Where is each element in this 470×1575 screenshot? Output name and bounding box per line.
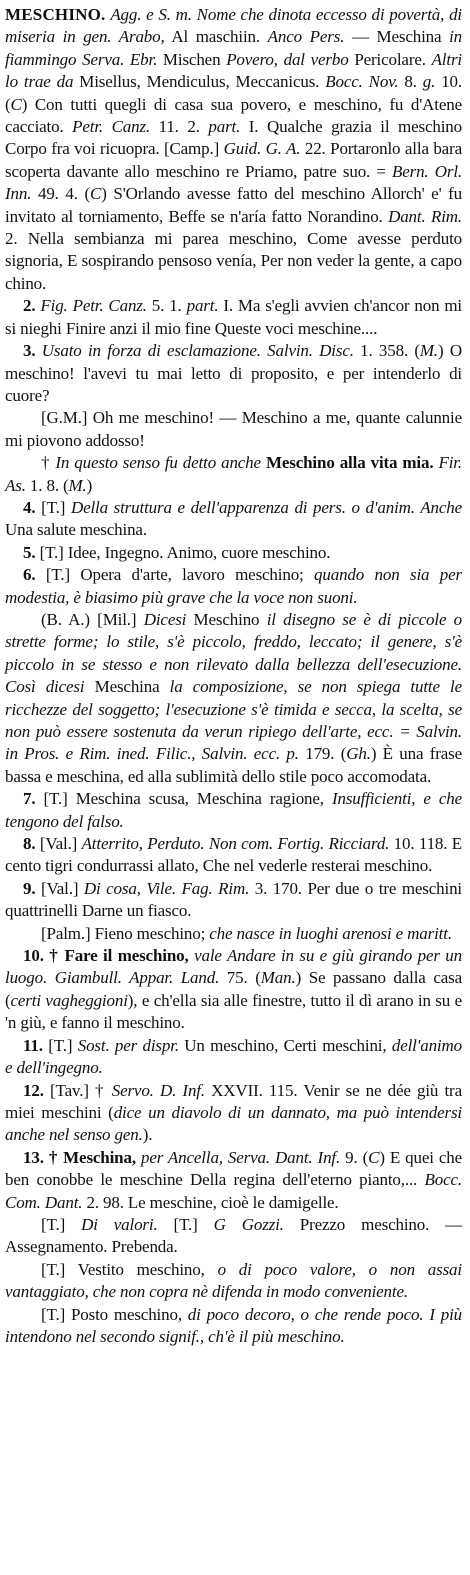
bold-text: 4. (23, 497, 42, 517)
sense-4-structure (5, 497, 462, 542)
sense-position (5, 1304, 462, 1349)
text: 5. 1. (146, 296, 187, 316)
bold-text: 2. (23, 296, 41, 316)
text: 10. ( (5, 72, 463, 114)
bold-text: Meschino alla vita mia. (260, 453, 439, 473)
text: XXVII. 115. Venir se ne dée giù tra miei meschini ( (5, 1080, 462, 1122)
bold-text: 7. (23, 789, 44, 809)
text: [T.] (157, 1214, 214, 1234)
text: 1. 358. ( (353, 341, 420, 361)
italic-text: Servo. D. Inf. (111, 1080, 205, 1100)
italic-text: o di poco valore, o non assai vantaggiato, che non copra nè difenda in modo conveniente. (5, 1259, 462, 1302)
text: ) O meschino! l'avevi tu mai letto di proposito, e per intenderlo di cuore? (5, 341, 462, 405)
text: [Val.] (41, 878, 84, 898)
text: 2. Nella sembianza mi parea meschino, Come avesse perduto signoria, E sospirando pensoso venía, Per non veder la gente, a capo chino. (5, 229, 462, 293)
italic-text: Della struttura e dell'apparenza di pers. o d'anim. Anche (70, 497, 462, 517)
sense-6-artwork (5, 564, 462, 609)
text: [T.] (41, 497, 71, 517)
text: [T.] Meschina scusa, Meschina ragione, (43, 789, 332, 809)
text: 179. ( (298, 744, 347, 764)
text: Mischen (157, 49, 227, 69)
bold-text: 10. † Fare il meschino, (23, 946, 195, 966)
italic-text: Gh. (346, 744, 371, 764)
italic-text: Anco Pers. (267, 27, 345, 47)
bold-text: 6. (23, 565, 46, 585)
text: 49. 4. ( (31, 184, 91, 204)
sense-13-maid (5, 1147, 462, 1214)
bold-text: 13. † Meschina, (23, 1147, 141, 1167)
bold-text: 9. (23, 878, 42, 898)
italic-text: Povero, dal verbo (226, 49, 349, 69)
italic-text: Bocc. Com. Dant. (5, 1170, 462, 1212)
text: ). (142, 1125, 153, 1145)
text: I. Qualche grazia il meschino Corpo fra voi ricuopra. [Camp.] (5, 117, 462, 159)
sense-8-frightened (5, 833, 462, 878)
bold-text: 3. (23, 341, 42, 361)
italic-text: Sost. per dispr. (77, 1035, 179, 1055)
sense-clothing (5, 1259, 462, 1304)
text: 3. 170. Per due o tre meschini quattrinelli Darne un fiasco. (5, 878, 462, 921)
bold-text: 8. (23, 834, 40, 854)
italic-text: Agg. e S. m. Nome che dinota eccesso di povertà, di miseria in gen. Arabo, (5, 5, 462, 47)
text: Una salute meschina. (5, 520, 147, 540)
sense-6-fine-arts (5, 609, 462, 788)
text: [Val.] (39, 834, 82, 854)
italic-text: Usato in forza di esclamazione. Salvin. Disc. (41, 341, 354, 361)
sense-7-excuse (5, 788, 462, 833)
text: [T.] Vestito meschino, (41, 1259, 218, 1279)
text: Meschino (186, 609, 267, 629)
italic-text: G Gozzi. (213, 1214, 284, 1234)
text: (B. A.) [Mil.] (41, 609, 144, 629)
text: Al maschiin. (164, 27, 268, 47)
italic-text: Man. (260, 968, 296, 988)
sense-2-figurative (5, 295, 462, 340)
italic-text: Guid. G. A. (223, 139, 301, 159)
italic-text: g. (422, 72, 436, 92)
sense-9-hay (5, 923, 462, 945)
italic-text: Fir. As. (5, 453, 462, 495)
italic-text: per Ancella, Serva. Dant. Inf. (140, 1147, 341, 1167)
bold-text: 12. (23, 1080, 51, 1100)
bold-text: 5. (23, 542, 40, 562)
text: [G.M.] Oh me meschino! — Meschino a me, quante calunnie mi piovono addosso! (5, 408, 462, 450)
text: † (41, 453, 56, 473)
bold-text: 11. (23, 1035, 49, 1055)
text: [T.] Opera d'arte, lavoro meschino; (45, 565, 315, 585)
text: 10. 118. E cento tigri condurrassi allato, Che nel vederle resterai meschino. (5, 834, 462, 876)
text: ) S'Orlando avesse fatto del meschino Allorch' e' fu invitato al torniamento, Beffe se n'aría fatto Norandino. (5, 184, 462, 226)
text: ) E quei che ben conobbe le meschine Della regina dell'eterno pianto,... (5, 1147, 463, 1190)
sense-3-exclamation (5, 340, 462, 407)
italic-text: Bocc. Nov. (325, 72, 399, 92)
italic-text: certi vagheggioni (10, 990, 128, 1010)
sense-12-servant (5, 1080, 462, 1147)
italic-text: Insufficienti, e che tengono del falso. (5, 789, 463, 831)
text: — Meschina (344, 27, 450, 47)
text: Misellus, Mendiculus, Meccanicus. (73, 72, 326, 92)
italic-text: quando non sia per modestia, è biasimo più grave che la voce non suoni. (5, 565, 462, 607)
text: ), e ch'ella sia alle finestre, tutto il dì arano in su e 'n giù, e fanno il meschino. (5, 990, 462, 1033)
sense-3-variant (5, 452, 462, 497)
italic-text: part. (208, 117, 241, 137)
italic-text: Dant. Rim. (388, 206, 462, 226)
headword: MESCHINO. (5, 5, 106, 24)
text: Prezzo meschino. — Assegnamento. Prebenda. (5, 1214, 463, 1257)
italic-text: part. (186, 296, 219, 316)
text: I. Ma s'egli avvien ch'ancor non mi si nieghi Finire anzi il mio fine Queste voci meschine.... (5, 296, 463, 338)
italic-text: Atterrito, Perduto. Non com. Fortig. Ricciard. (81, 834, 390, 854)
text: ) Se passano dalla casa ( (5, 968, 462, 1010)
text: ) Con tutti quegli di casa sua povero, e meschino, fu d'Atene cacciato. (5, 94, 462, 137)
text: 9. ( (340, 1147, 369, 1167)
text: [T.] Posto meschino, (41, 1304, 188, 1324)
sense-10-fare-il-meschino (5, 945, 462, 1035)
entry-definition-main (5, 4, 462, 295)
text: [T.] (41, 1214, 82, 1234)
italic-text: Bern. Orl. Inn. (5, 161, 462, 204)
sense-9-vile (5, 878, 462, 923)
text: 1. 8. ( (25, 475, 69, 495)
text: 22. Portaronlo alla bara scoperta davante allo meschino re Priamo, patre suo. = (5, 139, 462, 181)
text: [T.] (48, 1035, 78, 1055)
text: [T.] Idee, Ingegno. Animo, cuore meschino. (39, 542, 331, 562)
text: [Palm.] Fieno meschino; (41, 923, 210, 943)
italic-text: Petr. Canz. (72, 117, 151, 137)
sense-3-example-gm (5, 407, 462, 452)
text: 2. 98. Le meschine, cioè le damigelle. (82, 1192, 339, 1212)
italic-text: Dicesi (143, 609, 187, 629)
italic-text: C (90, 184, 102, 204)
sense-values (5, 1214, 462, 1259)
italic-text: M. (419, 341, 439, 361)
italic-text: dice un diavolo di un dannato, ma può intendersi anche nel senso gen. (5, 1102, 462, 1145)
text: 75. ( (219, 968, 261, 988)
definition-body (5, 5, 462, 293)
text: Un meschino, Certi meschini, (178, 1035, 392, 1055)
text: 8. (398, 72, 423, 92)
text: Meschina (84, 677, 170, 697)
text: [Tav.] † (50, 1080, 112, 1100)
sense-11-noun (5, 1035, 462, 1080)
italic-text: vale Andare in su e giù girando per un luogo. Giambull. Appar. Land. (5, 946, 462, 988)
italic-text: C (368, 1147, 380, 1167)
italic-text: C (10, 94, 22, 114)
italic-text: In questo senso fu detto anche (55, 453, 261, 473)
italic-text: Fig. Petr. Canz. (40, 296, 147, 316)
italic-text: Di cosa, Vile. Fag. Rim. (83, 878, 250, 898)
italic-text: di poco decoro, o che rende poco. I più intendono nel secondo signif., ch'è il più meschino. (5, 1304, 463, 1346)
text: Pericolare. (348, 49, 432, 69)
italic-text: dell'animo e dell'ingegno. (5, 1035, 462, 1078)
italic-text: Di valori. (81, 1214, 158, 1234)
sense-5-ideas (5, 542, 462, 564)
italic-text: la composizione, se non spiega tutte le ricchezze del soggetto; l'esecuzione s'è timida e secca, la scelta, se non può essere sostenuta da verun ripiego dell'arte, ecc. = Salvin. in Pros. e Rim. ined. Filic., Salvin. ecc. p. (5, 677, 462, 764)
italic-text: M. (68, 475, 87, 495)
italic-text: che nasce in luoghi arenosi e maritt. (209, 923, 452, 943)
text: 11. 2. (150, 117, 209, 137)
italic-text: Altri lo trae da (5, 49, 462, 92)
text: ) È una frase bassa e meschina, ed alla sublimità dello stile poco accomodata. (5, 744, 462, 786)
italic-text: il disegno se è di piccole o strette forme; lo stile, s'è piccolo, freddo, leccato; il genere, s'è piccolo in se stesso e non rilevato dalla bellezza dell'esecuzione. Così dicesi (5, 609, 462, 697)
italic-text: in fiammingo Serva. Ebr. (5, 27, 463, 69)
text: ) (86, 475, 93, 495)
